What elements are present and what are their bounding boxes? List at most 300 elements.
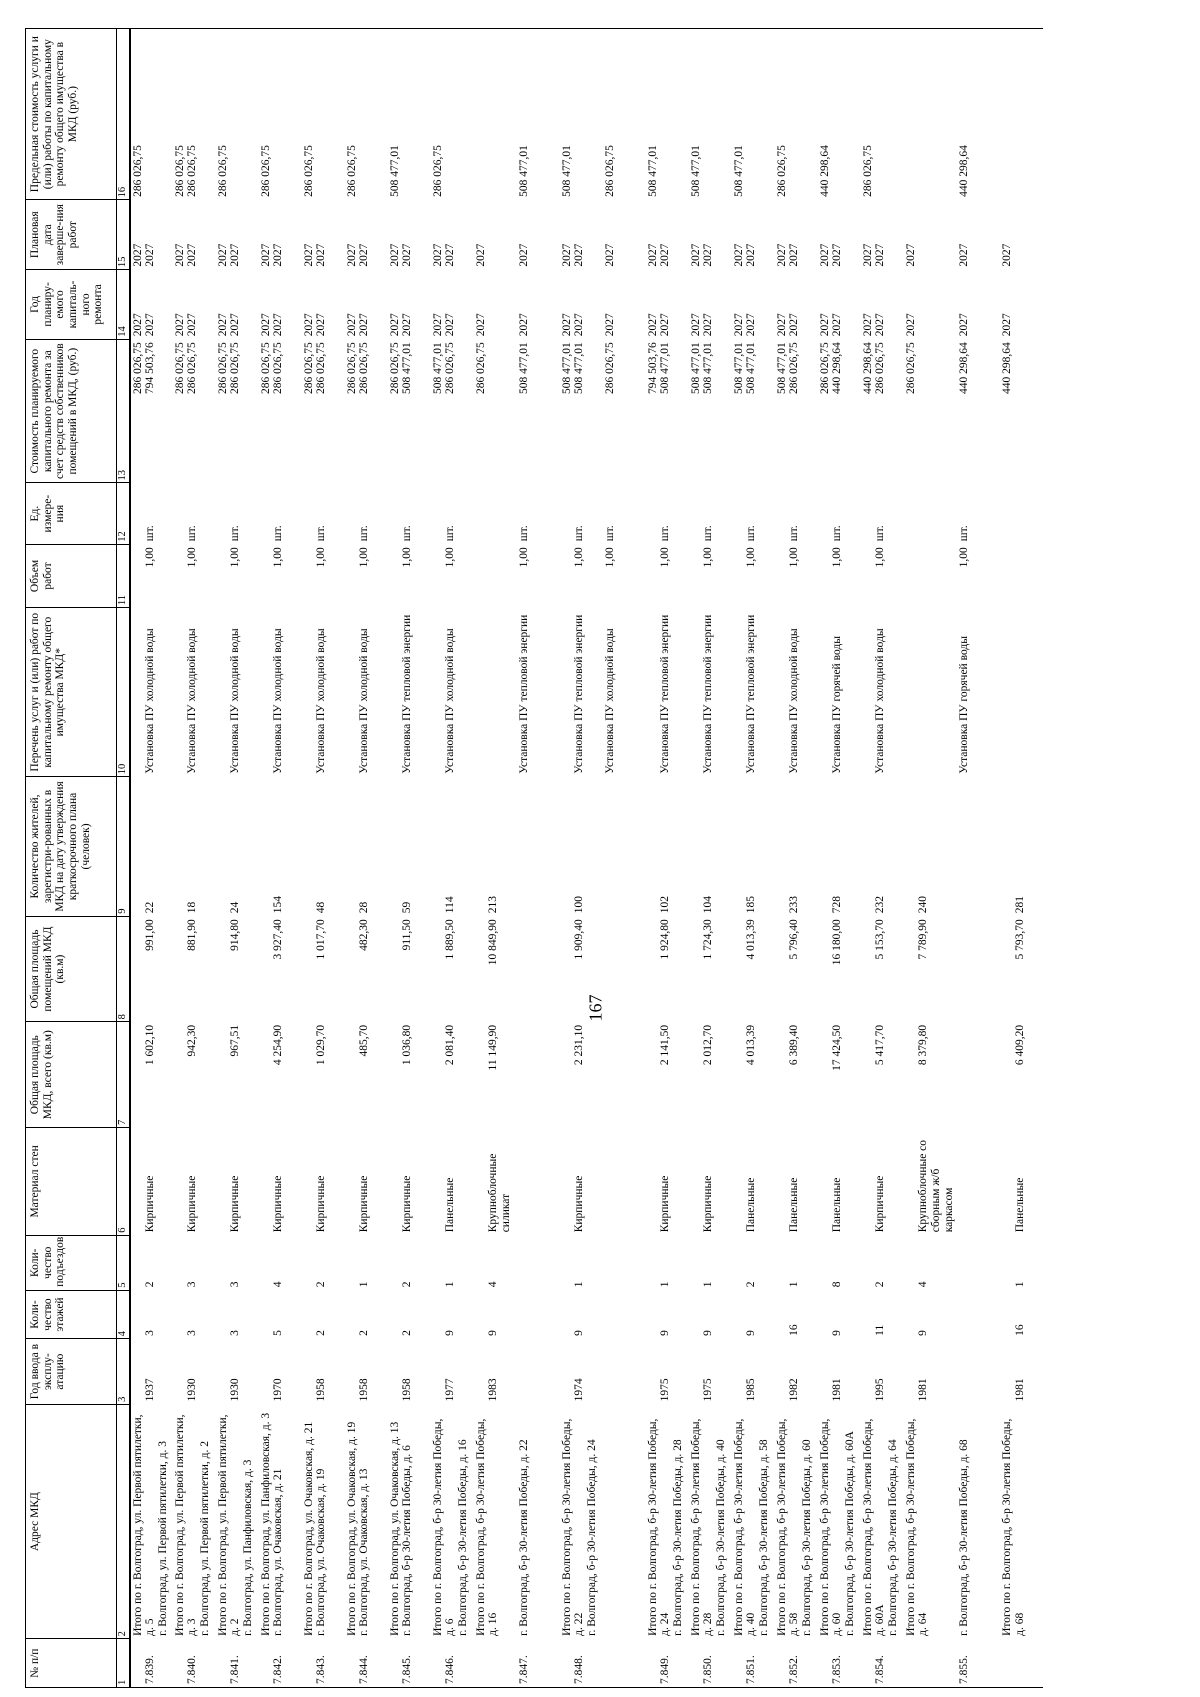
- premises-area: 911,50: [401, 919, 414, 951]
- table-cell: [216, 1639, 259, 1688]
- table-cell: [173, 1022, 216, 1128]
- table-cell: [689, 270, 732, 340]
- planned-cost: 508 477,01: [517, 342, 530, 395]
- spacer: [346, 611, 359, 774]
- spacer: [647, 1131, 660, 1233]
- repair-year: 2027: [788, 313, 801, 337]
- table-cell: [861, 1639, 904, 1688]
- row-number: 7.851.: [745, 1655, 758, 1684]
- entrances: 1: [358, 1281, 371, 1288]
- column-number: 6: [117, 1128, 130, 1236]
- table-cell: [345, 270, 388, 340]
- entrances: 1: [573, 1281, 586, 1288]
- table-cell: [173, 483, 216, 544]
- year-built: 1974: [573, 1378, 586, 1402]
- row-number: 7.854.: [874, 1655, 887, 1684]
- column-number: 15: [117, 200, 130, 270]
- table-cell: [904, 1235, 958, 1290]
- table-cell: [603, 777, 646, 916]
- max-cost: 286 026,75: [259, 145, 272, 197]
- subtotal-address: Итого по г. Волгоград, ул. Первой пятилетки, д. 2: [216, 1414, 242, 1636]
- table-cell: [732, 608, 775, 777]
- repair-year: 2027: [702, 313, 715, 337]
- table-row: [517, 29, 560, 1688]
- table-cell: [818, 544, 861, 607]
- spacer: [132, 547, 145, 604]
- table-cell: [1000, 339, 1043, 483]
- table-cell: [689, 544, 732, 607]
- table-cell: [173, 916, 216, 1022]
- table-cell: [302, 544, 345, 607]
- premises-area: 1 724,30: [702, 919, 715, 960]
- residents: 233: [788, 895, 801, 914]
- spacer: [733, 547, 746, 604]
- subtotal-completion-date: 2027: [131, 243, 144, 267]
- table-cell: [1000, 1128, 1043, 1236]
- spacer: [1001, 1131, 1014, 1233]
- premises-area: 10 849,90: [487, 919, 500, 966]
- unit: шт.: [144, 525, 157, 542]
- table-cell: [689, 1639, 732, 1688]
- subtotal-completion-date: 2027: [646, 243, 659, 267]
- residents: 59: [401, 901, 414, 914]
- address: г. Волгоград, б-р 30-летия Победы, д. 64: [887, 1439, 900, 1636]
- table-cell: [388, 1404, 431, 1639]
- table-cell: [818, 1404, 861, 1639]
- spacer: [647, 486, 660, 541]
- spacer: [690, 486, 703, 541]
- total-area: 942,30: [186, 1024, 199, 1057]
- spacer: [475, 1025, 488, 1125]
- repair-year: 2027: [444, 313, 457, 337]
- table-cell: [302, 483, 345, 544]
- table-cell: [431, 608, 474, 777]
- spacer: [389, 919, 402, 1019]
- year-built: 1983: [487, 1378, 500, 1402]
- work-type: Установка ПУ тепловой энергии: [517, 614, 530, 774]
- spacer: [303, 547, 316, 604]
- subtotal-planned-cost: 286 026,75: [474, 342, 487, 395]
- total-area: 5 417,70: [874, 1024, 887, 1066]
- spacer: [132, 919, 145, 1019]
- spacer: [690, 1238, 703, 1287]
- table-cell: [302, 916, 345, 1022]
- table-cell: [388, 200, 431, 270]
- repair-year: 2027: [573, 313, 586, 337]
- table-cell: [345, 1404, 388, 1639]
- spacer: [303, 1293, 316, 1336]
- table-cell: [130, 483, 173, 544]
- table-cell: [388, 270, 431, 340]
- subtotal-planned-cost: 286 026,75: [904, 342, 917, 395]
- wall-material: Кирпичные: [358, 1175, 371, 1233]
- table-cell: [861, 1290, 904, 1339]
- table-cell: [646, 1235, 689, 1290]
- table-cell: [474, 544, 517, 607]
- wall-material: Крупноблочные со сборным ж/б каркасом: [917, 1139, 956, 1233]
- table-cell: [818, 339, 861, 483]
- table-cell: [259, 483, 302, 544]
- table-cell: [517, 339, 560, 483]
- spacer: [217, 1342, 230, 1402]
- unit: шт.: [272, 525, 285, 542]
- spacer: [346, 1342, 359, 1402]
- table-row: [732, 29, 775, 1688]
- spacer: [217, 547, 230, 604]
- spacer: [260, 1025, 273, 1125]
- table-cell: [388, 1290, 431, 1339]
- row-number: 7.849.: [659, 1655, 672, 1684]
- spacer: [690, 1642, 703, 1684]
- work-volume: 1,00: [958, 547, 971, 568]
- repair-year: 2027: [603, 313, 616, 337]
- table-cell: [861, 1235, 904, 1290]
- completion-date: 2027: [401, 243, 414, 267]
- header-row: [26, 29, 117, 1688]
- spacer: [132, 1642, 145, 1684]
- year-built: 1958: [358, 1378, 371, 1402]
- entrances: 4: [917, 1281, 930, 1288]
- table-cell: [560, 1235, 603, 1290]
- spacer: [475, 1293, 488, 1336]
- spacer: [819, 547, 832, 604]
- table-cell: [517, 270, 560, 340]
- table-cell: [1000, 200, 1043, 270]
- table-cell: [431, 1235, 474, 1290]
- table-cell: [560, 1339, 603, 1405]
- spacer: [217, 486, 230, 541]
- table-cell: [689, 483, 732, 544]
- table-cell: [775, 777, 818, 916]
- planned-cost: 286 026,75: [444, 342, 457, 395]
- residents: 154: [272, 895, 285, 914]
- table-cell: [603, 1339, 646, 1405]
- subtotal-planned-cost: 286 026,75: [345, 342, 358, 395]
- floors: 3: [229, 1330, 242, 1336]
- year-built: 1981: [917, 1378, 930, 1402]
- spacer: [905, 486, 918, 541]
- residents: 114: [444, 896, 457, 914]
- spacer: [862, 919, 875, 1019]
- spacer: [132, 1293, 145, 1336]
- table-cell: [818, 200, 861, 270]
- table-row: [259, 29, 302, 1688]
- max-cost: 286 026,75: [345, 145, 358, 197]
- spacer: [346, 780, 359, 913]
- total-area: 4 254,90: [272, 1024, 285, 1066]
- table-cell: [560, 916, 603, 1022]
- completion-date: 2027: [573, 243, 586, 267]
- table-cell: [775, 608, 818, 777]
- subtotal-planned-cost: 508 477,01: [775, 342, 788, 395]
- table-cell: [1000, 608, 1043, 777]
- table-cell: [689, 608, 732, 777]
- planned-cost: 508 477,01: [401, 342, 414, 395]
- floors: 16: [788, 1324, 801, 1336]
- spacer: [776, 486, 789, 541]
- spacer: [647, 1342, 660, 1402]
- row-number: 7.845.: [401, 1655, 414, 1684]
- year-built: 1975: [702, 1378, 715, 1402]
- entrances: 8: [831, 1281, 844, 1288]
- subtotal-completion-date: 2027: [431, 243, 444, 267]
- subtotal-completion-date: 2027: [173, 243, 186, 267]
- table-cell: [732, 1128, 775, 1236]
- table-cell: [302, 1339, 345, 1405]
- table-cell: [259, 1339, 302, 1405]
- premises-area: 5 796,40: [788, 919, 801, 960]
- floors: 9: [659, 1330, 672, 1336]
- subtotal-completion-date: 2027: [560, 243, 573, 267]
- address: г. Волгоград, б-р 30-летия Победы, д. 60: [801, 1439, 814, 1636]
- header-cell: Общая площадь помещений МКД (кв.м): [26, 916, 117, 1022]
- address: г. Волгоград, б-р 30-летия Победы, д. 40: [715, 1439, 728, 1636]
- year-built: 1975: [659, 1378, 672, 1402]
- table-cell: [302, 29, 345, 200]
- spacer: [260, 1342, 273, 1402]
- floors: 9: [745, 1330, 758, 1336]
- table-cell: [646, 1339, 689, 1405]
- floors: 9: [487, 1330, 500, 1336]
- max-cost: 286 026,75: [186, 145, 199, 197]
- spacer: [260, 1642, 273, 1684]
- spacer: [862, 1131, 875, 1233]
- table-cell: [732, 777, 775, 916]
- spacer: [303, 1238, 316, 1287]
- table-cell: [474, 1235, 517, 1290]
- subtotal-address: Итого по г. Волгоград, б-р 30-летия Победы, д. 28: [689, 1418, 715, 1636]
- spacer: [475, 780, 488, 913]
- spacer: [690, 611, 703, 774]
- table-cell: [603, 29, 646, 200]
- table-cell: [689, 29, 732, 200]
- table-row: [216, 29, 259, 1688]
- planned-cost: 286 026,75: [315, 342, 328, 395]
- entrances: 1: [788, 1281, 801, 1288]
- spacer: [260, 1238, 273, 1287]
- year-built: 1937: [144, 1378, 157, 1402]
- table-cell: [259, 1290, 302, 1339]
- row-number: 7.848.: [573, 1655, 586, 1684]
- table-cell: [302, 777, 345, 916]
- floors: 2: [358, 1330, 371, 1336]
- table-cell: [517, 1235, 560, 1290]
- spacer: [346, 1131, 359, 1233]
- spacer: [217, 780, 230, 913]
- table-cell: [474, 29, 517, 200]
- spacer: [389, 1131, 402, 1233]
- table-cell: [216, 1128, 259, 1236]
- table-cell: [818, 270, 861, 340]
- premises-area: 1 909,40: [573, 919, 586, 960]
- spacer: [862, 1238, 875, 1287]
- spacer: [217, 611, 230, 774]
- unit: шт.: [958, 525, 971, 542]
- table-cell: [861, 1404, 904, 1639]
- floors: 5: [272, 1330, 285, 1336]
- table-cell: [732, 1339, 775, 1405]
- wall-material: Крупноблочные силикат: [487, 1153, 513, 1233]
- spacer: [217, 1293, 230, 1336]
- table-cell: [861, 1022, 904, 1128]
- entrances: 1: [659, 1281, 672, 1288]
- table-cell: [216, 1022, 259, 1128]
- spacer: [647, 547, 660, 604]
- floors: 9: [444, 1330, 457, 1336]
- subtotal-completion-date: 2027: [302, 243, 315, 267]
- table-cell: [560, 200, 603, 270]
- residents: 232: [874, 895, 887, 914]
- premises-area: 7 789,90: [917, 919, 930, 960]
- subtotal-max-cost: 286 026,75: [173, 145, 186, 197]
- table-cell: [431, 339, 474, 483]
- subtotal-completion-date: 2027: [388, 243, 401, 267]
- spacer: [733, 1293, 746, 1336]
- table-cell: [904, 1639, 958, 1688]
- table-cell: [259, 544, 302, 607]
- column-number: 2: [117, 1404, 130, 1639]
- header-cell: Коли-чество этажей: [26, 1290, 117, 1339]
- table-cell: [861, 916, 904, 1022]
- table-cell: [603, 1235, 646, 1290]
- repair-year: 2027: [229, 313, 242, 337]
- table-cell: [517, 1404, 560, 1639]
- table-cell: [732, 1235, 775, 1290]
- repair-year: 2027: [401, 313, 414, 337]
- premises-area: 1 017,70: [315, 919, 328, 960]
- subtotal-completion-date: 2027: [345, 243, 358, 267]
- subtotal-repair-year: 2027: [131, 313, 144, 337]
- floors: 2: [401, 1330, 414, 1336]
- table-cell: [818, 1128, 861, 1236]
- work-volume: 1,00: [603, 547, 616, 568]
- max-cost: 286 026,75: [431, 145, 444, 197]
- subtotal-completion-date: 2027: [904, 243, 917, 267]
- column-number: 10: [117, 608, 130, 777]
- entrances: 2: [144, 1281, 157, 1288]
- table-cell: [302, 339, 345, 483]
- work-type: Установка ПУ тепловой энергии: [401, 614, 414, 774]
- spacer: [905, 1025, 918, 1125]
- table-cell: [173, 1339, 216, 1405]
- subtotal-repair-year: 2027: [431, 313, 444, 337]
- max-cost: 286 026,75: [216, 145, 229, 197]
- table-cell: [775, 339, 818, 483]
- table-cell: [603, 1404, 646, 1639]
- table-cell: [388, 1639, 431, 1688]
- residents: 102: [659, 895, 672, 914]
- spacer: [132, 1131, 145, 1233]
- table-cell: [388, 1022, 431, 1128]
- column-number: 7: [117, 1022, 130, 1128]
- spacer: [389, 1025, 402, 1125]
- table-cell: [818, 1639, 861, 1688]
- table-cell: [474, 1639, 517, 1688]
- work-volume: 1,00: [517, 547, 530, 568]
- table-cell: [818, 777, 861, 916]
- spacer: [905, 1642, 918, 1684]
- spacer: [303, 919, 316, 1019]
- work-type: Установка ПУ холодной воды: [358, 628, 371, 774]
- table-cell: [302, 1235, 345, 1290]
- table-cell: [732, 29, 775, 200]
- table-row: [431, 29, 474, 1688]
- repair-year: 2027: [831, 313, 844, 337]
- total-area: 6 409,20: [1013, 1024, 1026, 1066]
- table-cell: [957, 1639, 1000, 1688]
- spacer: [819, 780, 832, 913]
- completion-date: 2027: [272, 243, 285, 267]
- table-row: [560, 29, 603, 1688]
- max-cost: 508 477,01: [732, 145, 745, 197]
- spacer: [432, 547, 445, 604]
- spacer: [819, 919, 832, 1019]
- premises-area: 1 924,80: [659, 919, 672, 960]
- table-cell: [603, 270, 646, 340]
- table-cell: [732, 544, 775, 607]
- table-cell: [818, 1235, 861, 1290]
- table-row: [957, 29, 1000, 1688]
- work-type: Установка ПУ холодной воды: [272, 628, 285, 774]
- repair-year: 2027: [315, 313, 328, 337]
- header-cell: Объем работ: [26, 544, 117, 607]
- spacer: [819, 611, 832, 774]
- table-cell: [517, 916, 560, 1022]
- completion-date: 2027: [874, 243, 887, 267]
- column-number: 12: [117, 483, 130, 544]
- entrances: 2: [315, 1281, 328, 1288]
- table-cell: [646, 339, 689, 483]
- table-cell: [130, 1290, 173, 1339]
- table-cell: [517, 544, 560, 607]
- spacer: [260, 486, 273, 541]
- table-cell: [957, 339, 1000, 483]
- table-cell: [173, 1404, 216, 1639]
- table-cell: [904, 1404, 958, 1639]
- spacer: [303, 1025, 316, 1125]
- spacer: [819, 1293, 832, 1336]
- work-volume: 1,00: [358, 547, 371, 568]
- planned-cost: 508 477,01: [745, 342, 758, 395]
- table-cell: [431, 1022, 474, 1128]
- table-row: [818, 29, 861, 1688]
- row-number: 7.850.: [702, 1655, 715, 1684]
- work-type: Установка ПУ холодной воды: [186, 628, 199, 774]
- work-type: Установка ПУ тепловой энергии: [573, 614, 586, 774]
- table-cell: [957, 608, 1000, 777]
- table-cell: [259, 1022, 302, 1128]
- address: г. Волгоград, ул. Первой пятилетки, д. 2: [199, 1441, 212, 1636]
- table-cell: [474, 1290, 517, 1339]
- year-built: 1981: [831, 1378, 844, 1402]
- subtotal-planned-cost: 794 503,76: [646, 342, 659, 395]
- total-area: 6 389,40: [788, 1024, 801, 1066]
- table-cell: [689, 1290, 732, 1339]
- spacer: [174, 919, 187, 1019]
- work-type: Установка ПУ тепловой энергии: [745, 614, 758, 774]
- table-cell: [130, 1235, 173, 1290]
- subtotal-address: Итого по г. Волгоград, ул. Очаковская, д. 13: [388, 1421, 401, 1636]
- table-cell: [388, 1339, 431, 1405]
- spacer: [733, 1238, 746, 1287]
- table-cell: [861, 483, 904, 544]
- table-cell: [216, 1339, 259, 1405]
- row-number: 7.852.: [788, 1655, 801, 1684]
- spacer: [862, 1342, 875, 1402]
- header-cell: Стоимость планируемого капитального ремонта за счет средств собственников помещений в МКД, (руб.): [26, 339, 117, 483]
- subtotal-address: Итого по г. Волгоград, б-р 30-летия Победы, д. 24: [646, 1418, 672, 1636]
- table-cell: [302, 1404, 345, 1639]
